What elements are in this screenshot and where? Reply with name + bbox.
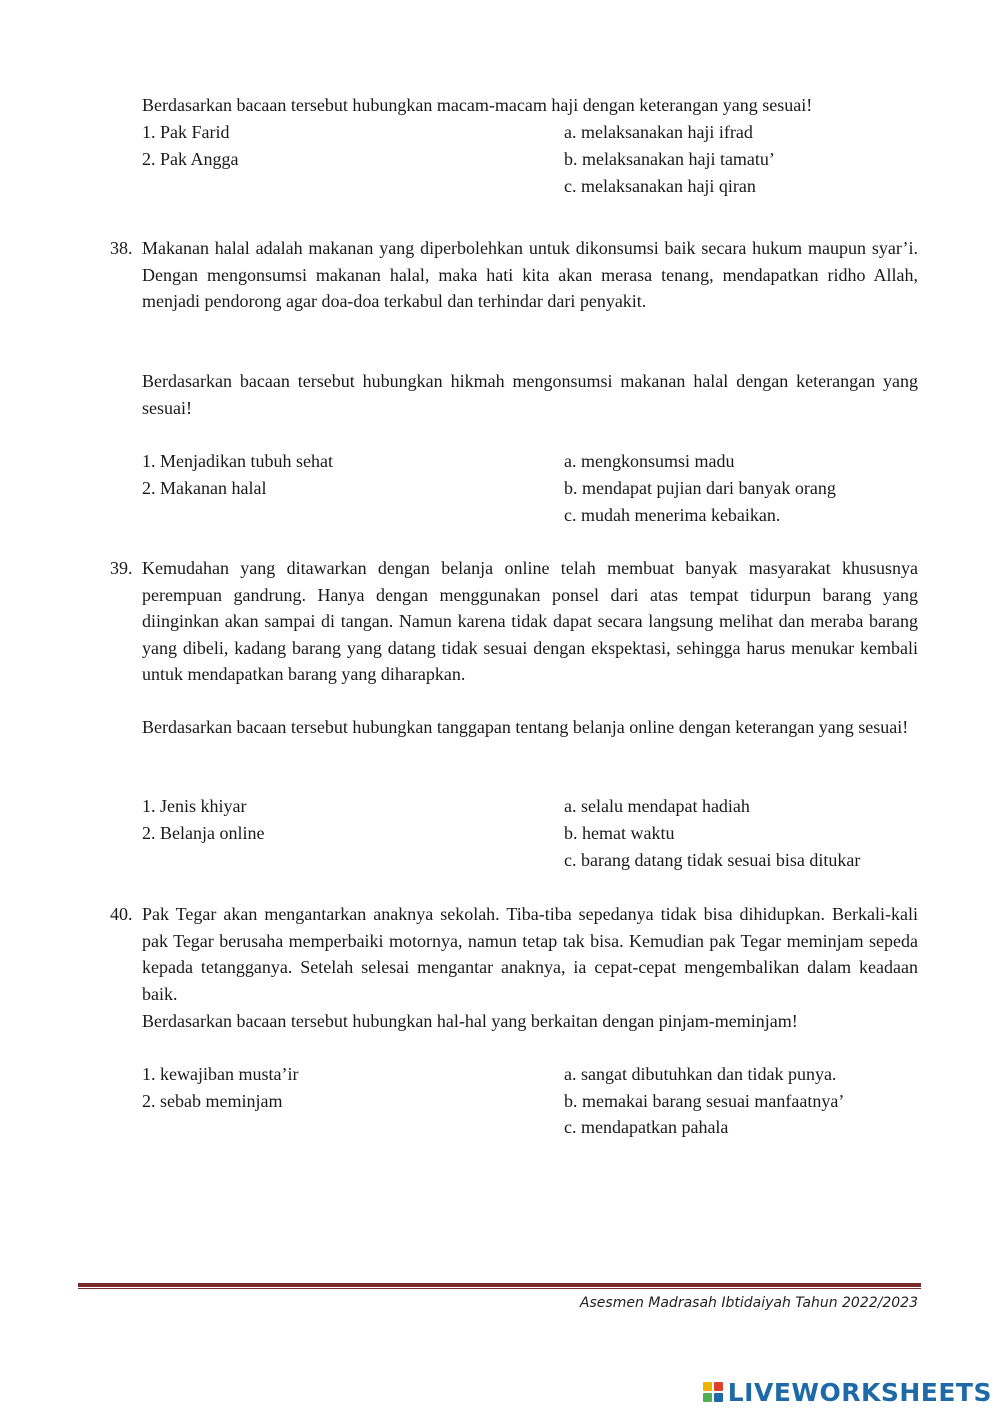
q38-right-item-c: c. mudah menerima kebaikan. [564,505,781,525]
q40-left-item-1: 1. kewajiban musta’ir [142,1064,299,1084]
footer-divider [78,1283,921,1287]
q39-left-item-1: 1. Jenis khiyar [142,796,247,816]
q38-number: 38. [110,238,133,258]
q38-prompt: Berdasarkan bacaan tersebut hubungkan hikmah mengonsumsi makanan halal dengan keterangan yang sesuai! [142,371,918,418]
footer-caption: Asesmen Madrasah Ibtidaiyah Tahun 2022/2023 [579,1295,918,1311]
q38-left-item-2: 2. Makanan halal [142,478,267,498]
q40-left-item-2: 2. sebab meminjam [142,1091,283,1111]
q40-passage: Pak Tegar akan mengantarkan anaknya sekolah. Tiba-tiba sepedanya tidak bisa dihidupkan. Berkali-kali pak Tegar berusaha memperbaiki motornya, namun tetap tak bisa. Kemudian pak Tegar meminjam sepeda kepada tetangganya. Setelah selesai mengantar anaknya, ia cepat-cepat mengembalikan dalam keadaan baik. [142,904,918,1004]
q40-right-item-a: a. sangat dibutuhkan dan tidak punya. [564,1064,837,1084]
logo-icon [703,1382,723,1402]
q37-left-item-1: 1. Pak Farid [142,122,230,142]
footer-divider-thin [78,1288,921,1289]
q37-right-item-a: a. melaksanakan haji ifrad [564,122,753,142]
q39-prompt: Berdasarkan bacaan tersebut hubungkan tanggapan tentang belanja online dengan keterangan yang sesuai! [142,717,909,737]
q39-right-item-a: a. selalu mendapat hadiah [564,796,750,816]
q37-prompt: Berdasarkan bacaan tersebut hubungkan macam-macam haji dengan keterangan yang sesuai! [142,95,813,115]
q37-right-item-b: b. melaksanakan haji tamatu’ [564,149,775,169]
q37-left-item-2: 2. Pak Angga [142,149,239,169]
q38-passage: Makanan halal adalah makanan yang diperbolehkan untuk dikonsumsi baik secara hukum maupun syar’i. Dengan mengonsumsi makanan halal, maka hati kita akan merasa tenang, mendapatkan ridho Allah, menjadi pendorong agar doa-doa terkabul dan terhindar dari penyakit. [142,238,918,312]
logo-wordmark: LIVEWORKSHEETS [727,1377,992,1407]
q38-right-item-b: b. mendapat pujian dari banyak orang [564,478,836,498]
q39-right-item-b: b. hemat waktu [564,823,675,843]
q39-passage: Kemudahan yang ditawarkan dengan belanja online telah membuat banyak masyarakat khususnya perempuan gandrung. Hanya dengan menggunakan ponsel dari atas tempat tidurpun barang yang diinginkan akan sampai di tangan. Namun karena tidak dapat secara langsung melihat dan meraba barang yang dibeli, kadang barang yang datang tidak sesuai dengan ekspektasi, sehingga harus menukar kembali untuk mendapatkan barang yang diharapkan. [142,558,918,685]
q40-right-item-b: b. memakai barang sesuai manfaatnya’ [564,1091,845,1111]
q37-right-item-c: c. melaksanakan haji qiran [564,176,756,196]
q40-prompt: Berdasarkan bacaan tersebut hubungkan hal-hal yang berkaitan dengan pinjam-meminjam! [142,1011,798,1031]
q39-number: 39. [110,558,133,578]
liveworksheets-logo[interactable] [703,1376,992,1408]
q40-number: 40. [110,904,133,924]
q40-right-item-c: c. mendapatkan pahala [564,1117,729,1137]
q38-right-item-a: a. mengkonsumsi madu [564,451,735,471]
q39-right-item-c: c. barang datang tidak sesuai bisa ditukar [564,850,861,870]
q39-left-item-2: 2. Belanja online [142,823,265,843]
q38-left-item-1: 1. Menjadikan tubuh sehat [142,451,333,471]
